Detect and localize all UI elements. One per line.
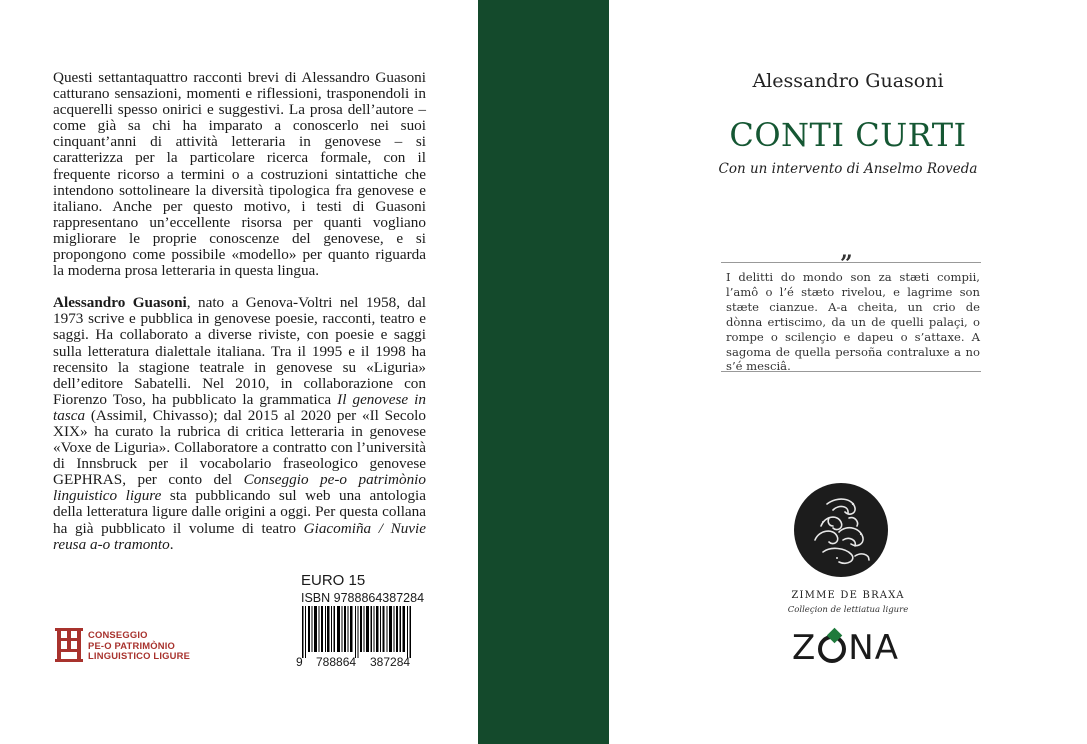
isbn-label: ISBN 9788864387284 — [301, 591, 425, 605]
logo-line-2: PE-O PATRIMÒNIO — [88, 639, 176, 651]
zona-letters-na: NA — [848, 628, 899, 668]
bio-author-name: Alessandro Guasoni — [53, 294, 187, 312]
author-bio-paragraph — [53, 295, 426, 553]
bio-italic-1: Il genovese in tasca — [53, 390, 426, 424]
quote-mark-icon: ” — [840, 251, 853, 277]
series-subtitle: Colleçion de lettiatua ligure — [787, 605, 909, 615]
bio-italic-3: Giacomiña / Nuvie reusa a-o tramonto — [53, 519, 426, 553]
bio-text-3: sta pubblicando sul web una antologia della letteratura ligure dalle origini a oggi. Per questa collana ha già pubblicato il volume di teatro — [53, 487, 426, 537]
barcode-icon — [296, 606, 421, 658]
barcode-digit-group-1: 788864 — [316, 655, 357, 669]
front-cover — [609, 0, 1087, 744]
conseggio-logo-icon — [55, 628, 83, 662]
barcode-digit-group-2: 387284 — [370, 655, 411, 669]
back-cover-text — [53, 70, 426, 569]
logo-line-3: LINGUISTICO LIGURE — [88, 650, 191, 661]
wave-emblem-icon — [793, 482, 889, 578]
bio-text-2: (Assimil, Chivasso); dal 2015 al 2020 per «Il Secolo XIX» ha curato la rubrica di critica letteraria in genovese «Voxe de Liguria». Collaboratore a contratto con l’università di Innsbruck per il vocabolario fraseologico genovese GEPHRAS, per conto del — [53, 406, 426, 489]
series-name: ZIMME DE BRAXA — [791, 590, 905, 601]
zona-letter-z: Z — [792, 628, 817, 668]
conseggio-logo-text — [88, 630, 208, 662]
book-title: CONTI CURTI — [729, 116, 967, 154]
book-subtitle: Con un intervento di Anselmo Roveda — [718, 161, 978, 177]
cover-quote: I delitti do mondo son za stæti compii, l’amô o l’é stæto rivelou, e lagrime son stæte cianzue. A-a cheita, un crio de dònna ertiscimo, da un de quelli palaçi, o rompe o scilençio e dapeu o s’attaxe. A sagoma de quella persoña contraluxe a no s’é mesciâ. — [726, 270, 980, 374]
barcode-digits — [296, 655, 424, 669]
book-spine — [478, 0, 609, 744]
author-name: Alessandro Guasoni — [752, 70, 944, 92]
zona-o-icon — [818, 635, 846, 663]
logo-line-1: CONSEGGIO — [88, 629, 148, 640]
price-label: EURO 15 — [301, 572, 366, 589]
zona-diamond-icon — [827, 628, 843, 644]
synopsis-paragraph: Questi settantaquattro racconti brevi di Alessandro Guasoni catturano sensazioni, momenti e riflessioni, trasponendoli in acquerelli spesso onirici e suggestivi. La prosa dell’autore – come già sa chi ha imparato a conoscerlo nei suoi cinquant’anni di attività letteraria in genovese – si caratterizza per la particolare ricerca formale, con il frequente ricorso a termini o a costruzioni sintattiche che intendono sottolineare la diversità tipologica fra genovese e italiano. Anche per questo motivo, i testi di Guasoni rappresentano un’eccellente risorsa per quanti vogliano migliorare le proprie conoscenze del genovese, e si propongono come possibile «modello» per quanto riguarda la moderna prosa letteraria in questa lingua. — [53, 69, 426, 280]
bio-text-1: , nato a Genova-Voltri nel 1958, dal 1973 scrive e pubblica in genovese poesie, racconti, teatro e saggi. Ha collaborato a diverse riviste, con poesie e saggi sulla letteratura dialettale italiana. Tra il 1995 e il 1998 ha recensito la stagione teatrale in genovese su «Liguria» dell’editore Sabatelli. Nel 2010, in collaborazione con Fiorenzo Toso, ha pubblicato la grammatica — [53, 294, 426, 408]
zona-publisher-logo — [792, 628, 899, 668]
bio-italic-2: Conseggio pe-o patrimònio linguistico ligure — [53, 471, 426, 505]
barcode-digit-prefix: 9 — [296, 655, 303, 669]
back-cover — [0, 0, 478, 744]
bio-text-end: . — [169, 535, 174, 553]
